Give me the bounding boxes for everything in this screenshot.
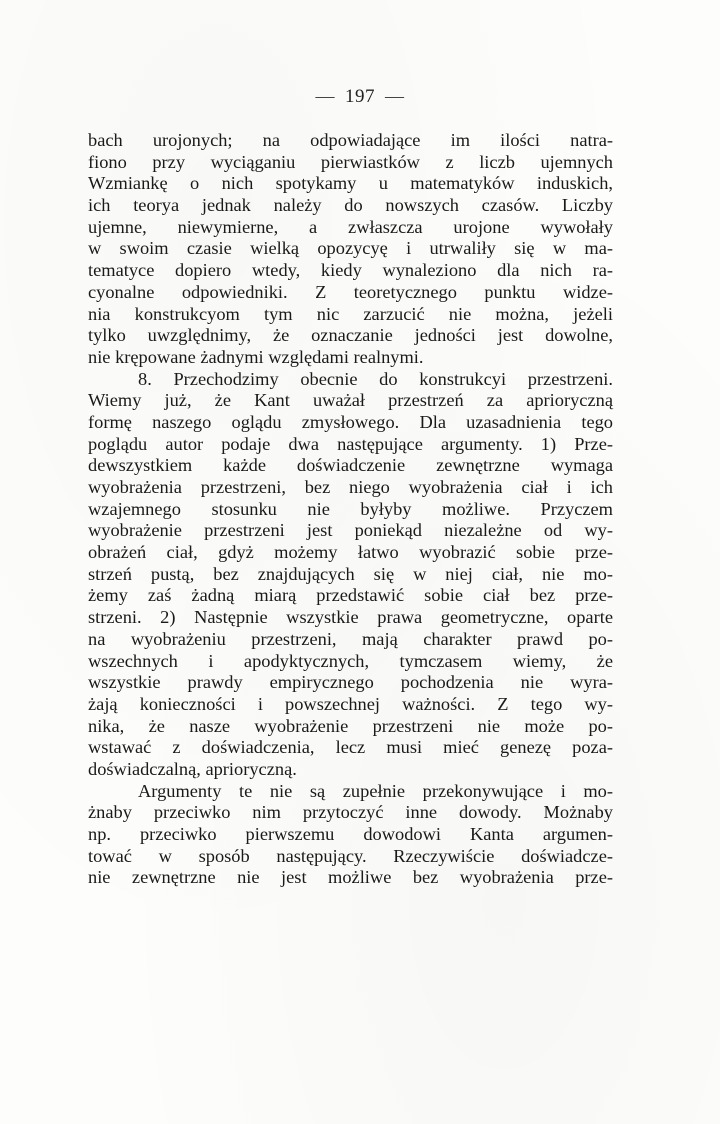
text-line: wyobrażenia przestrzeni, bez niego wyobrażenia ciał i ich — [88, 477, 613, 497]
text-line: Wiemy już, że Kant uważał przestrzeń za aprioryczną — [88, 390, 613, 411]
text-line: wszechnych i apodyktycznych, tymczasem wiemy, że — [88, 650, 613, 671]
text-line: tematyce dopiero wtedy, kiedy wynaleziono dla nich ra- — [88, 260, 613, 281]
text-line: żnaby przeciwko nim przytoczyć inne dowody. Możnaby — [88, 802, 613, 823]
body-text — [88, 130, 613, 889]
text-line: formę naszego oglądu zmysłowego. Dla uzasadnienia tego — [88, 411, 613, 432]
text-line: żają konieczności i powszechnej ważności. Z tego wy- — [88, 693, 613, 714]
text-line: nia konstrukcyom tym nic zarzucić nie można, jeżeli — [88, 303, 613, 324]
text-line: Wzmiankę o nich spotykamy u matematyków induskich, — [88, 173, 613, 194]
page-number-header — [0, 86, 720, 108]
text-line: poglądu autor podaje dwa następujące argumenty. 1) Prze- — [88, 433, 613, 454]
right-dash: — — [385, 86, 405, 107]
text-line: żemy zaś żadną miarą przedstawić sobie ciał bez prze- — [88, 585, 613, 606]
text-line: tować w sposób następujący. Rzeczywiście doświadcze- — [88, 845, 613, 866]
text-line: bach urojonych; na odpowiadające im ilości natra- — [88, 130, 613, 150]
text-line: nika, że nasze wyobrażenie przestrzeni nie może po- — [88, 715, 613, 736]
text-line: dewszystkiem każde doświadczenie zewnętrzne wymaga — [88, 455, 613, 476]
text-line: nie krępowane żadnymi względami realnymi. — [88, 346, 424, 367]
text-line: ujemne, niewymierne, a zwłaszcza urojone wywołały — [88, 216, 613, 237]
text-line: na wyobrażeniu przestrzeni, mają charakter prawd po- — [88, 628, 613, 649]
text-line: nie zewnętrzne nie jest możliwe bez wyobrażenia prze- — [88, 867, 613, 888]
text-line: tylko uwzględnimy, że oznaczanie jedności jest dowolne, — [88, 325, 613, 346]
text-line: wszystkie prawdy empirycznego pochodzenia nie wyra- — [88, 672, 613, 693]
text-line: 8. Przechodzimy obecnie do konstrukcyi przestrzeni. — [138, 368, 613, 389]
left-dash: — — [315, 86, 335, 107]
text-line: fiono przy wyciąganiu pierwiastków z liczb ujemnych — [88, 151, 613, 172]
text-line: strzeń pustą, bez znajdujących się w niej ciał, nie mo- — [88, 563, 613, 584]
text-line: Argumenty te nie są zupełnie przekonywujące i mo- — [138, 780, 613, 801]
text-line: wyobrażenie przestrzeni jest poniekąd niezależne od wy- — [88, 520, 613, 541]
text-line: ich teorya jednak należy do nowszych czasów. Liczby — [88, 195, 613, 216]
text-line: doświadczalną, aprioryczną. — [88, 758, 297, 779]
text-line: w swoim czasie wielką opozycyę i utrwaliły się w ma- — [88, 238, 613, 259]
text-line: np. przeciwko pierwszemu dowodowi Kanta argumen- — [88, 824, 613, 844]
text-line: wzajemnego stosunku nie byłyby możliwe. Przyczem — [88, 498, 613, 519]
text-line: strzeni. 2) Następnie wszystkie prawa geometryczne, oparte — [88, 607, 613, 628]
text-line: cyonalne odpowiedniki. Z teoretycznego punktu widze- — [88, 281, 613, 302]
text-line: wstawać z doświadczenia, lecz musi mieć genezę poza- — [88, 737, 613, 758]
text-line: obrażeń ciał, gdyż możemy łatwo wyobrazić sobie prze- — [88, 542, 613, 563]
page-number: 197 — [345, 86, 375, 107]
